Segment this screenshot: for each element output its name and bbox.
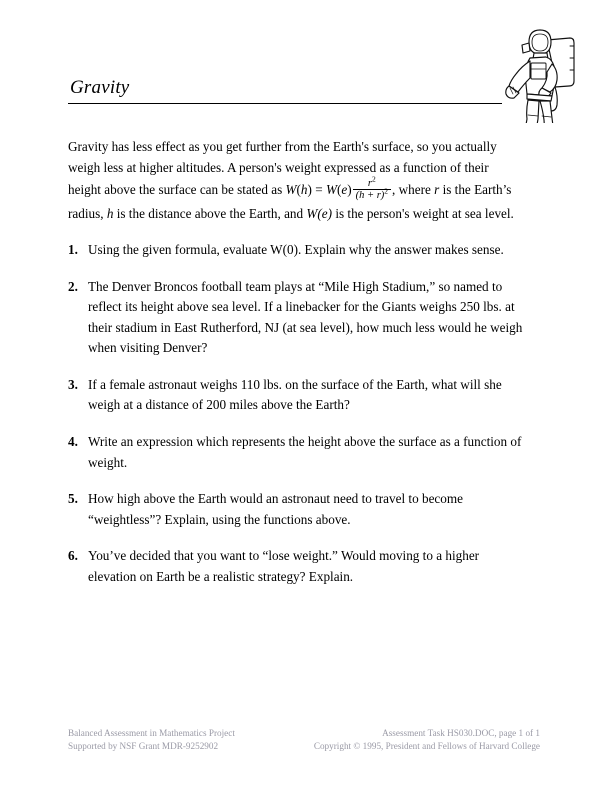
- document-body: [68, 136, 523, 588]
- question-item-1: [68, 240, 523, 261]
- question-number-1: 1.: [68, 241, 78, 257]
- astronaut-icon: [500, 18, 592, 123]
- formula-numerator-base: r: [367, 177, 372, 189]
- question-item-5: [68, 489, 523, 530]
- title-divider: [68, 103, 502, 104]
- formula-denominator-base: (h + r): [355, 190, 385, 202]
- formula-numerator-exponent: 2: [371, 174, 376, 184]
- intro-text-part2: , where: [392, 181, 435, 197]
- question-number-4: 4.: [68, 434, 78, 450]
- question-number-2: 2.: [68, 278, 78, 294]
- footer-copyright: Copyright © 1995, President and Fellows of Harvard College: [313, 741, 540, 752]
- intro-var-h: h: [106, 205, 114, 221]
- footer-grant-info: Supported by NSF Grant MDR-9252902: [68, 741, 219, 752]
- intro-var-r: r: [434, 181, 440, 197]
- question-item-6: [68, 546, 523, 587]
- question-item-4: [68, 432, 523, 473]
- formula-lhs-function: W: [285, 181, 297, 197]
- formula-rhs-function: W: [325, 181, 337, 197]
- footer-left-column: [68, 727, 235, 753]
- intro-text-part4: is the distance above the Earth, and: [113, 205, 307, 221]
- question-list: [68, 240, 523, 588]
- question-text-6: You’ve decided that you want to “lose weight.” Would moving to a higher elevation on Earth be a realistic strategy? Explain.: [88, 548, 480, 585]
- question-number-5: 5.: [68, 491, 78, 507]
- question-number-3: 3.: [68, 376, 78, 392]
- footer-project-name: Balanced Assessment in Mathematics Project: [68, 728, 235, 738]
- question-text-3: If a female astronaut weighs 110 lbs. on the surface of the Earth, what will she weigh at a distance of 200 miles above the Earth?: [88, 376, 502, 413]
- intro-text-part3: is the Earth’s radius,: [68, 181, 512, 221]
- intro-text-part1: Gravity has less effect as you get further from the Earth's surface, so you actually weigh less at higher altitudes. A person's weight expressed as a function of their height above the surface can be stated as: [68, 139, 497, 197]
- footer-task-id: Assessment Task HS030.DOC, page 1 of 1: [382, 728, 540, 738]
- question-item-3: [68, 375, 523, 416]
- intro-text-part5: is the person's weight at sea level.: [332, 205, 514, 221]
- formula-fraction: [353, 174, 391, 202]
- intro-paragraph: Gravity has less effect as you get further from the Earth's surface, so you actually weigh less at higher altitudes. A person's weight expressed as a function of their height above the surface can be stated as W(h) = W(e) $\frac{r^2}{(h + r)^2}$ , where r is the Earth’s radius, h is the distance above the Earth, and W(e) is the person's weight at sea level.: [68, 139, 514, 221]
- question-text-1: Using the given formula, evaluate W(0). Explain why the answer makes sense.: [88, 241, 504, 257]
- formula-equals: =: [315, 181, 323, 197]
- question-item-2: [68, 277, 523, 359]
- question-number-6: 6.: [68, 548, 78, 564]
- question-text-4: Write an expression which represents the height above the surface as a function of weight.: [88, 434, 522, 470]
- document-header: [68, 78, 502, 104]
- formula-denominator: [353, 186, 391, 202]
- intro-var-we: W(e): [306, 205, 333, 221]
- question-text-2: The Denver Broncos football team plays at “Mile High Stadium,” so named to reflect its height above sea level. If a linebacker for the Giants weighs 250 lbs. at their stadium in East Rutherford, NJ (at sea level), how much less would he weigh when visiting Denver?: [88, 278, 523, 356]
- formula-rhs-variable: e: [341, 181, 348, 197]
- page-title: Gravity: [70, 77, 130, 98]
- question-text-5: How high above the Earth would an astronaut need to travel to become “weightless”? Explain, using the functions above.: [88, 491, 463, 527]
- document-footer: [68, 727, 540, 753]
- formula-lhs-variable: h: [300, 181, 308, 197]
- formula-denominator-exponent: 2: [384, 186, 389, 196]
- footer-right-column: [314, 727, 540, 753]
